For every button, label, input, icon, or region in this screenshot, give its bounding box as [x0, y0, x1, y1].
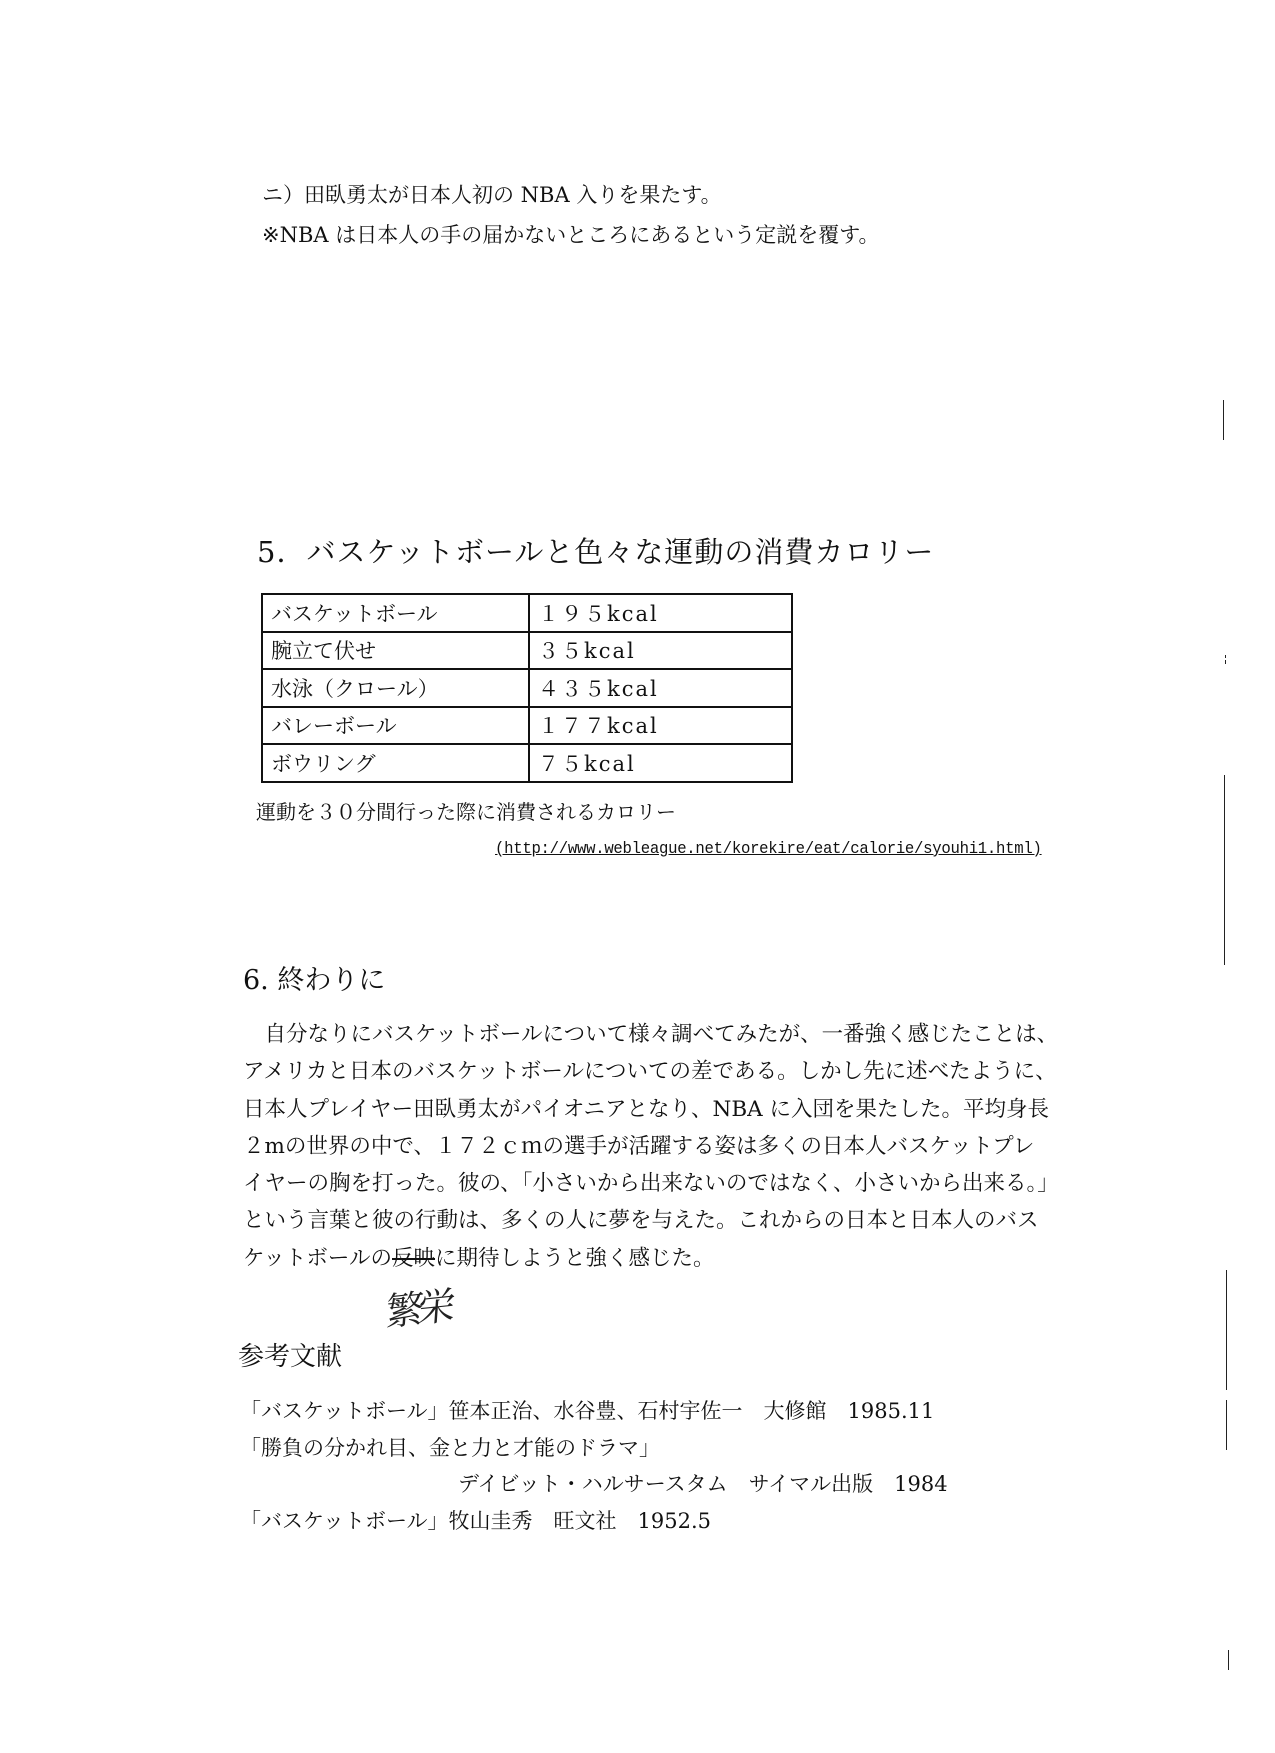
scan-artifact: [1225, 660, 1226, 664]
reference-entry: 「勝負の分かれ目、金と力と才能のドラマ」: [240, 1435, 660, 1460]
calorie-table: [261, 593, 793, 783]
activity-cell: ボウリング: [262, 744, 529, 782]
table-row: [262, 594, 792, 632]
paragraph-line: 日本人プレイヤー田臥勇太がパイオニアとなり、NBA に入団を果たした。平均身長: [243, 1096, 1050, 1122]
paragraph-line: アメリカと日本のバスケットボールについての差である。しかし先に述べたように、: [243, 1059, 1057, 1085]
scan-artifact: [1226, 1400, 1227, 1450]
scan-artifact: [1223, 400, 1224, 440]
last-line-after: に期待しようと強く感じた。: [435, 1245, 715, 1271]
table-note: 運動を３０分間行った際に消費されるカロリー: [256, 800, 676, 824]
activity-cell: バスケットボール: [262, 594, 529, 632]
calories-cell: ３５kcal: [529, 632, 792, 670]
references-list: [240, 1393, 948, 1539]
table-row: [262, 744, 792, 782]
top-line-1: ニ）田臥勇太が日本人初の NBA 入りを果たす。: [262, 183, 722, 207]
activity-cell: 水泳（クロール）: [262, 669, 529, 707]
scan-artifact: [1228, 1650, 1229, 1670]
scan-artifact: [1224, 775, 1225, 965]
calories-cell: １７７kcal: [529, 707, 792, 745]
table-row: [262, 669, 792, 707]
paragraph-line-last: [243, 1240, 1083, 1277]
table-row: [262, 632, 792, 670]
last-line-before: ケットボールの: [243, 1245, 392, 1271]
calories-cell: １９５kcal: [529, 594, 792, 632]
reference-entry: 「バスケットボール」牧山圭秀 旺文社 1952.5: [240, 1508, 712, 1533]
activity-cell: 腕立て伏せ: [262, 632, 529, 670]
struck-word: 反映: [392, 1245, 436, 1271]
top-line-2: ※NBA は日本人の手の届かないところにあるという定説を覆す。: [262, 223, 880, 247]
paragraph-line: ２mの世界の中で、１７２ｃｍの選手が活躍する姿は多くの日本人バスケットプレ: [243, 1133, 1035, 1159]
section-5-heading: 5．バスケットボールと色々な運動の消費カロリー: [257, 535, 935, 569]
scan-artifact: [1225, 655, 1226, 658]
references-heading: 参考文献: [238, 1342, 343, 1372]
reference-entry: 「バスケットボール」笹本正治、水谷豊、石村宇佐一 大修館 1985.11: [240, 1399, 935, 1423]
paragraph-line: という言葉と彼の行動は、多くの人に夢を与えた。これからの日本と日本人のバス: [243, 1208, 1039, 1234]
activity-cell: バレーボール: [262, 707, 529, 745]
source-url: (http://www.webleague.net/korekire/eat/calorie/syouhi1.html): [495, 840, 1042, 859]
table-row: [262, 707, 792, 745]
calories-cell: ４３５kcal: [529, 669, 792, 707]
conclusion-paragraph: [243, 1016, 1083, 1277]
reference-entry-continuation: デイビット・ハルサースタム サイマル出版 1984: [458, 1472, 948, 1496]
scan-artifact: [1226, 1270, 1227, 1390]
handwritten-correction: 繁栄: [384, 1283, 452, 1335]
paragraph-line: イヤーの胸を打った。彼の、「小さいから出来ないのではなく、小さいから出来る。」: [243, 1171, 1059, 1197]
paragraph-line: 自分なりにバスケットボールについて様々調べてみたが、一番強く感じたことは、: [243, 1022, 1059, 1047]
calories-cell: ７５kcal: [529, 744, 792, 782]
section-6-heading: 6. 終わりに: [243, 965, 386, 996]
